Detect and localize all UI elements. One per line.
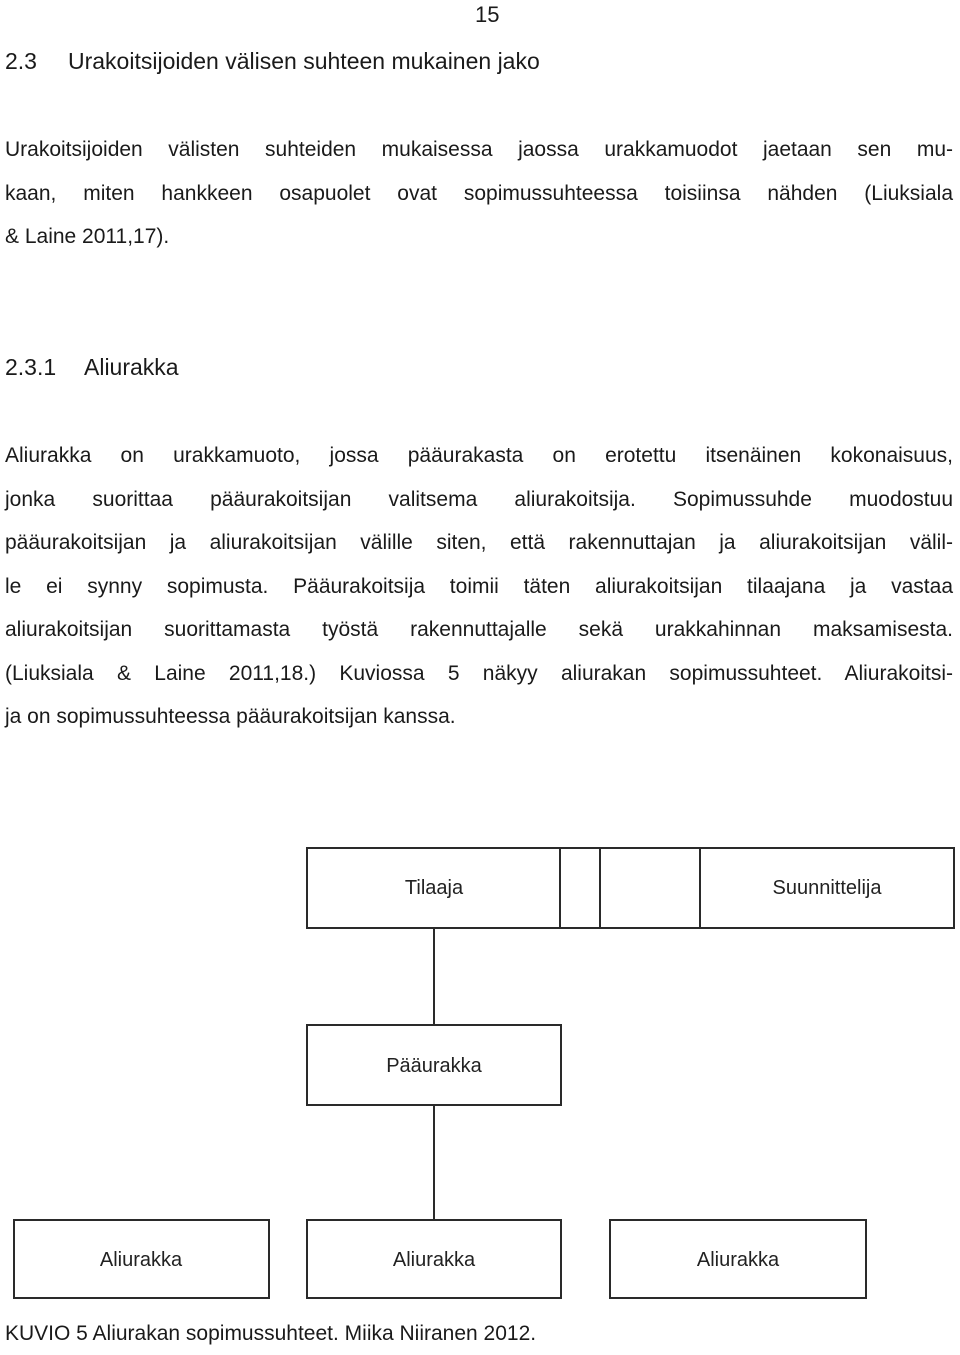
body-line: (Liuksiala & Laine 2011,18.) Kuviossa 5 näkyy aliurakan sopimussuhteet. Aliurakoitsi- [5,661,953,685]
intro-line: Urakoitsijoiden välisten suhteiden mukaisessa jaossa urakkamuodot jaetaan sen mu- [5,138,953,161]
subsection-heading [5,354,179,381]
tilaaja-label: Tilaaja [404,877,464,899]
contract-diagram [0,820,960,1320]
body-line: ja on sopimussuhteessa pääurakoitsijan kanssa. [5,705,456,728]
body-line: aliurakoitsijan suorittamasta työstä rakennuttajalle sekä urakkahinnan maksamisesta. [5,618,953,641]
body-line: pääurakoitsijan ja aliurakoitsijan välille siten, että rakennuttajan ja aliurakoitsijan välil- [5,531,953,554]
body-line: jonka suorittaa pääurakoitsijan valitsema aliurakoitsija. Sopimussuhde muodostuu [5,487,953,511]
aliurakka-label-3: Aliurakka [696,1249,780,1271]
paaurakka-label: Pääurakka [386,1055,482,1077]
body-line: le ei synny sopimusta. Pääurakoitsija toimii täten aliurakoitsijan tilaajana ja vastaa [5,574,953,598]
suunnittelija-label: Suunnittelija [772,877,882,899]
subsection-title: Aliurakka [84,354,179,380]
intro-paragraph [5,128,953,259]
figure-caption: KUVIO 5 Aliurakan sopimussuhteet. Miika Niiranen 2012. [5,1322,537,1345]
intro-line: kaan, miten hankkeen osapuolet ovat sopimussuhteessa toisiinsa nähden (Liuksiala [5,181,953,205]
section-heading [5,48,540,75]
aliurakka-label-1: Aliurakka [99,1249,183,1271]
subsection-number: 2.3.1 [5,354,57,380]
intro-line: & Laine 2011,17). [5,225,170,248]
aliurakka-label-2: Aliurakka [392,1249,476,1271]
page-number: 15 [475,2,500,27]
body-line: Aliurakka on urakkamuoto, jossa pääurakasta on erotettu itsenäinen kokonaisuus, [5,444,953,467]
section-number: 2.3 [5,48,37,74]
section-title: Urakoitsijoiden välisen suhteen mukainen jako [68,48,540,74]
body-paragraph [5,434,953,739]
